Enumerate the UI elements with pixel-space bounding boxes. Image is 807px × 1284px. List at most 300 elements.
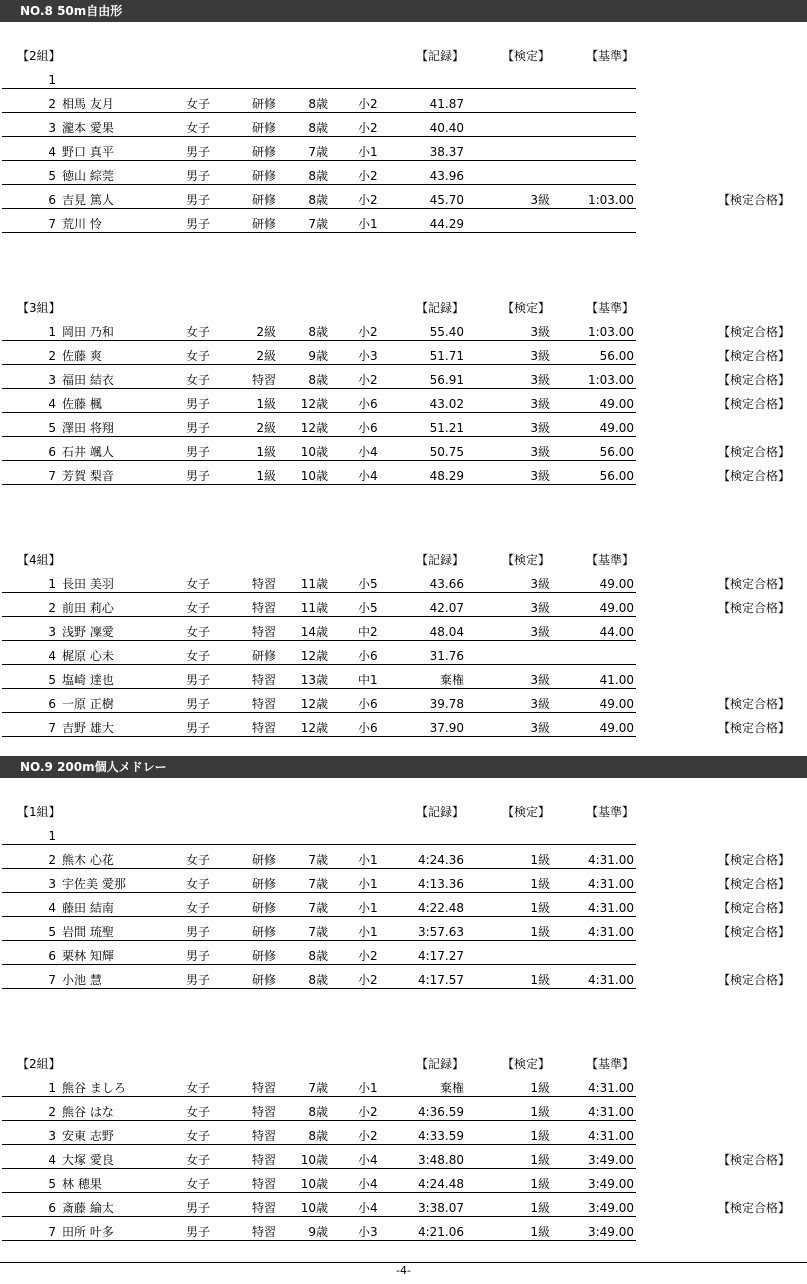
pass-badge: 【検定合格】 [717, 397, 790, 411]
record: 4:13.36 [417, 877, 464, 891]
record: 棄権 [439, 673, 464, 687]
swimmer-name: 長田 美羽 [62, 577, 114, 591]
school-grade: 小4 [358, 469, 378, 483]
school-grade: 小5 [358, 601, 378, 615]
swimmer-name: 田所 叶多 [62, 1225, 114, 1239]
table-row [0, 116, 807, 140]
swimmer-name: 梶原 心未 [62, 649, 114, 663]
swimmer-name: 佐藤 楓 [62, 397, 102, 411]
pass-badge: 【検定合格】 [717, 445, 790, 459]
record: 31.76 [429, 649, 464, 663]
lane-number: 6 [48, 949, 56, 963]
class: 特習 [251, 1225, 276, 1239]
swimmer-name: 福田 結衣 [62, 373, 114, 387]
class: 研修 [251, 121, 276, 135]
record: 51.71 [429, 349, 464, 363]
lane-number: 2 [48, 1105, 56, 1119]
school-grade: 小1 [358, 901, 378, 915]
pass-badge: 【検定合格】 [717, 349, 790, 363]
swimmer-name: 岡田 乃和 [62, 325, 114, 339]
table-row [0, 1076, 807, 1100]
level: 1級 [530, 1153, 550, 1167]
lane-number: 4 [48, 145, 56, 159]
column-header-standard: 【基準】 [586, 1057, 635, 1071]
age: 12歳 [300, 421, 328, 435]
table-row [0, 944, 807, 968]
standard: 44.00 [599, 625, 634, 639]
column-header-level: 【検定】 [502, 1057, 551, 1071]
table-row [0, 164, 807, 188]
class: 特習 [251, 697, 276, 711]
school-grade: 小1 [358, 925, 378, 939]
record: 50.75 [429, 445, 464, 459]
pass-badge: 【検定合格】 [717, 601, 790, 615]
level: 3級 [530, 193, 550, 207]
record: 3:57.63 [417, 925, 464, 939]
level: 1級 [530, 1105, 550, 1119]
age: 8歳 [308, 193, 328, 207]
table-row [0, 1100, 807, 1124]
school-grade: 小2 [358, 373, 378, 387]
school-grade: 小4 [358, 445, 378, 459]
swimmer-name: 野口 真平 [62, 145, 114, 159]
age: 12歳 [300, 697, 328, 711]
school-grade: 中2 [358, 625, 378, 639]
record: 4:17.27 [417, 949, 464, 963]
group-header [0, 548, 807, 572]
sex: 女子 [186, 325, 211, 339]
level: 1級 [530, 877, 550, 891]
pass-badge: 【検定合格】 [717, 469, 790, 483]
column-header-standard: 【基準】 [586, 805, 635, 819]
pass-badge: 【検定合格】 [717, 577, 790, 591]
table-row [0, 716, 807, 740]
level: 3級 [530, 697, 550, 711]
pass-badge: 【検定合格】 [717, 877, 790, 891]
lane-number: 6 [48, 1201, 56, 1215]
school-grade: 小2 [358, 949, 378, 963]
lane-number: 7 [48, 469, 56, 483]
class: 1級 [256, 469, 276, 483]
sex: 男子 [186, 145, 211, 159]
record: 棄権 [439, 1081, 464, 1095]
age: 12歳 [300, 397, 328, 411]
swimmer-name: 徳山 綜莞 [62, 169, 114, 183]
school-grade: 小4 [358, 1201, 378, 1215]
age: 8歳 [308, 325, 328, 339]
pass-badge: 【検定合格】 [717, 973, 790, 987]
record: 40.40 [429, 121, 464, 135]
swimmer-name: 佐藤 爽 [62, 349, 102, 363]
standard: 3:49.00 [587, 1225, 634, 1239]
sex: 男子 [186, 217, 211, 231]
class: 特習 [251, 1201, 276, 1215]
sex: 女子 [186, 601, 211, 615]
table-row [0, 1148, 807, 1172]
table-row [0, 824, 807, 848]
pass-badge: 【検定合格】 [717, 721, 790, 735]
age: 14歳 [300, 625, 328, 639]
pass-badge: 【検定合格】 [717, 1153, 790, 1167]
table-row [0, 620, 807, 644]
sex: 男子 [186, 1225, 211, 1239]
lane-number: 1 [48, 73, 56, 87]
lane-number: 3 [48, 625, 56, 639]
record: 38.37 [429, 145, 464, 159]
age: 8歳 [308, 1105, 328, 1119]
school-grade: 小6 [358, 721, 378, 735]
table-row [0, 1196, 807, 1220]
school-grade: 小1 [358, 145, 378, 159]
record: 43.66 [429, 577, 464, 591]
lane-number: 3 [48, 121, 56, 135]
age: 8歳 [308, 1129, 328, 1143]
class: 特習 [251, 721, 276, 735]
table-row [0, 872, 807, 896]
level: 3級 [530, 325, 550, 339]
standard: 49.00 [599, 697, 634, 711]
age: 8歳 [308, 973, 328, 987]
class: 特習 [251, 601, 276, 615]
group-label: 【2組】 [17, 1057, 61, 1071]
swimmer-name: 吉野 雄大 [62, 721, 114, 735]
pass-badge: 【検定合格】 [717, 853, 790, 867]
class: 特習 [251, 1129, 276, 1143]
level: 3級 [530, 445, 550, 459]
school-grade: 小1 [358, 1081, 378, 1095]
sex: 女子 [186, 625, 211, 639]
column-header-record: 【記録】 [416, 49, 465, 63]
pass-badge: 【検定合格】 [717, 373, 790, 387]
sex: 男子 [186, 169, 211, 183]
table-row [0, 464, 807, 488]
standard: 56.00 [599, 445, 634, 459]
standard: 49.00 [599, 421, 634, 435]
table-row [0, 668, 807, 692]
swimmer-name: 安東 志野 [62, 1129, 114, 1143]
level: 1級 [530, 925, 550, 939]
age: 9歳 [308, 349, 328, 363]
swimmer-name: 熊谷 ましろ [62, 1081, 126, 1095]
lane-number: 5 [48, 1177, 56, 1191]
table-row [0, 968, 807, 992]
level: 1級 [530, 1177, 550, 1191]
age: 10歳 [300, 445, 328, 459]
sex: 男子 [186, 721, 211, 735]
standard: 49.00 [599, 397, 634, 411]
table-row [0, 1172, 807, 1196]
standard: 4:31.00 [587, 877, 634, 891]
standard: 56.00 [599, 349, 634, 363]
school-grade: 中1 [358, 673, 378, 687]
lane-number: 4 [48, 901, 56, 915]
table-row [0, 920, 807, 944]
table-row [0, 1220, 807, 1244]
sex: 男子 [186, 421, 211, 435]
class: 研修 [251, 145, 276, 159]
table-row [0, 392, 807, 416]
sex: 男子 [186, 193, 211, 207]
level: 1級 [530, 901, 550, 915]
level: 3級 [530, 397, 550, 411]
lane-number: 5 [48, 925, 56, 939]
level: 3級 [530, 421, 550, 435]
standard: 49.00 [599, 577, 634, 591]
lane-number: 2 [48, 349, 56, 363]
class: 特習 [251, 1153, 276, 1167]
lane-number: 1 [48, 829, 56, 843]
event-header: NO.8 50m自由形 [0, 0, 807, 22]
age: 7歳 [308, 901, 328, 915]
record: 4:17.57 [417, 973, 464, 987]
swimmer-name: 浅野 凜愛 [62, 625, 114, 639]
sex: 男子 [186, 973, 211, 987]
swimmer-name: 石井 颯人 [62, 445, 114, 459]
sex: 男子 [186, 673, 211, 687]
age: 10歳 [300, 469, 328, 483]
age: 11歳 [300, 577, 328, 591]
class: 研修 [251, 925, 276, 939]
swimmer-name: 前田 莉心 [62, 601, 114, 615]
record: 42.07 [429, 601, 464, 615]
table-row [0, 368, 807, 392]
table-row [0, 896, 807, 920]
lane-number: 2 [48, 853, 56, 867]
column-header-level: 【検定】 [502, 301, 551, 315]
standard: 56.00 [599, 469, 634, 483]
sex: 男子 [186, 397, 211, 411]
level: 1級 [530, 973, 550, 987]
lane-number: 6 [48, 445, 56, 459]
school-grade: 小3 [358, 1225, 378, 1239]
group-label: 【1組】 [17, 805, 61, 819]
sex: 女子 [186, 1177, 211, 1191]
level: 3級 [530, 373, 550, 387]
heat-group [0, 1052, 807, 1244]
age: 10歳 [300, 1201, 328, 1215]
age: 8歳 [308, 121, 328, 135]
standard: 41.00 [599, 673, 634, 687]
class: 特習 [251, 625, 276, 639]
school-grade: 小6 [358, 649, 378, 663]
record: 56.91 [429, 373, 464, 387]
class: 特習 [251, 577, 276, 591]
record: 43.02 [429, 397, 464, 411]
class: 研修 [251, 169, 276, 183]
sex: 女子 [186, 349, 211, 363]
age: 10歳 [300, 1177, 328, 1191]
class: 特習 [251, 1177, 276, 1191]
age: 11歳 [300, 601, 328, 615]
standard: 4:31.00 [587, 1081, 634, 1095]
group-label: 【3組】 [17, 301, 61, 315]
table-row [0, 596, 807, 620]
lane-number: 5 [48, 421, 56, 435]
age: 10歳 [300, 1153, 328, 1167]
class: 研修 [251, 193, 276, 207]
record: 48.29 [429, 469, 464, 483]
standard: 4:31.00 [587, 901, 634, 915]
standard: 4:31.00 [587, 1129, 634, 1143]
column-header-standard: 【基準】 [586, 301, 635, 315]
column-header-standard: 【基準】 [586, 49, 635, 63]
standard: 1:03.00 [587, 193, 634, 207]
pass-badge: 【検定合格】 [717, 193, 790, 207]
class: 2級 [256, 349, 276, 363]
class: 1級 [256, 445, 276, 459]
school-grade: 小4 [358, 1177, 378, 1191]
sex: 女子 [186, 901, 211, 915]
record: 55.40 [429, 325, 464, 339]
record: 4:24.48 [417, 1177, 464, 1191]
sex: 男子 [186, 469, 211, 483]
level: 1級 [530, 1201, 550, 1215]
table-row [0, 92, 807, 116]
level: 1級 [530, 1225, 550, 1239]
heat-group [0, 296, 807, 488]
swimmer-name: 熊谷 はな [62, 1105, 114, 1119]
level: 3級 [530, 349, 550, 363]
sex: 女子 [186, 97, 211, 111]
lane-number: 4 [48, 1153, 56, 1167]
level: 1級 [530, 853, 550, 867]
pass-badge: 【検定合格】 [717, 925, 790, 939]
class: 研修 [251, 877, 276, 891]
swimmer-name: 塩崎 達也 [62, 673, 114, 687]
school-grade: 小2 [358, 325, 378, 339]
class: 2級 [256, 325, 276, 339]
school-grade: 小2 [358, 973, 378, 987]
age: 12歳 [300, 721, 328, 735]
standard: 1:03.00 [587, 325, 634, 339]
age: 7歳 [308, 145, 328, 159]
record: 45.70 [429, 193, 464, 207]
school-grade: 小2 [358, 193, 378, 207]
group-header [0, 296, 807, 320]
table-row [0, 68, 807, 92]
standard: 3:49.00 [587, 1153, 634, 1167]
sex: 女子 [186, 1129, 211, 1143]
class: 特習 [251, 373, 276, 387]
sex: 女子 [186, 853, 211, 867]
school-grade: 小6 [358, 421, 378, 435]
lane-number: 3 [48, 877, 56, 891]
swimmer-name: 小池 慧 [62, 973, 102, 987]
age: 7歳 [308, 877, 328, 891]
sex: 男子 [186, 1201, 211, 1215]
standard: 49.00 [599, 601, 634, 615]
lane-number: 5 [48, 169, 56, 183]
swimmer-name: 岩間 琉聖 [62, 925, 114, 939]
lane-number: 2 [48, 97, 56, 111]
standard: 49.00 [599, 721, 634, 735]
table-row [0, 344, 807, 368]
class: 1級 [256, 397, 276, 411]
table-row [0, 416, 807, 440]
level: 1級 [530, 1129, 550, 1143]
standard: 4:31.00 [587, 1105, 634, 1119]
pass-badge: 【検定合格】 [717, 697, 790, 711]
lane-number: 1 [48, 325, 56, 339]
level: 3級 [530, 469, 550, 483]
school-grade: 小2 [358, 1129, 378, 1143]
class: 特習 [251, 673, 276, 687]
age: 8歳 [308, 949, 328, 963]
school-grade: 小3 [358, 349, 378, 363]
school-grade: 小2 [358, 169, 378, 183]
record: 4:22.48 [417, 901, 464, 915]
level: 1級 [530, 1081, 550, 1095]
swimmer-name: 相馬 友月 [62, 97, 114, 111]
school-grade: 小1 [358, 853, 378, 867]
lane-number: 7 [48, 973, 56, 987]
standard: 1:03.00 [587, 373, 634, 387]
record: 4:36.59 [417, 1105, 464, 1119]
age: 9歳 [308, 1225, 328, 1239]
level: 3級 [530, 673, 550, 687]
record: 4:33.59 [417, 1129, 464, 1143]
lane-number: 4 [48, 397, 56, 411]
event-header: NO.9 200m個人メドレー [0, 756, 807, 778]
swimmer-name: 荒川 怜 [62, 217, 102, 231]
page-number: -4- [396, 1264, 411, 1277]
lane-number: 5 [48, 673, 56, 687]
standard: 4:31.00 [587, 973, 634, 987]
level: 3級 [530, 721, 550, 735]
column-header-level: 【検定】 [502, 805, 551, 819]
age: 7歳 [308, 853, 328, 867]
record: 37.90 [429, 721, 464, 735]
class: 特習 [251, 1081, 276, 1095]
sex: 女子 [186, 649, 211, 663]
lane-number: 6 [48, 697, 56, 711]
record: 48.04 [429, 625, 464, 639]
sex: 男子 [186, 697, 211, 711]
swimmer-name: 澤田 将翔 [62, 421, 114, 435]
age: 12歳 [300, 649, 328, 663]
heat-group [0, 800, 807, 992]
class: 研修 [251, 949, 276, 963]
level: 3級 [530, 625, 550, 639]
swimmer-name: 瀧本 愛果 [62, 121, 114, 135]
standard: 4:31.00 [587, 925, 634, 939]
sex: 女子 [186, 121, 211, 135]
standard: 3:49.00 [587, 1201, 634, 1215]
standard: 3:49.00 [587, 1177, 634, 1191]
group-header [0, 44, 807, 68]
record: 44.29 [429, 217, 464, 231]
standard: 4:31.00 [587, 853, 634, 867]
sex: 女子 [186, 1153, 211, 1167]
lane-number: 7 [48, 217, 56, 231]
swimmer-name: 大塚 愛良 [62, 1153, 114, 1167]
swimmer-name: 林 穂果 [62, 1177, 102, 1191]
table-row [0, 644, 807, 668]
lane-number: 1 [48, 577, 56, 591]
swimmer-name: 斎藤 綸太 [62, 1201, 114, 1215]
column-header-standard: 【基準】 [586, 553, 635, 567]
class: 研修 [251, 853, 276, 867]
sex: 女子 [186, 1081, 211, 1095]
level: 3級 [530, 577, 550, 591]
heat-group [0, 44, 807, 236]
level: 3級 [530, 601, 550, 615]
table-row [0, 440, 807, 464]
lane-number: 6 [48, 193, 56, 207]
school-grade: 小1 [358, 217, 378, 231]
school-grade: 小2 [358, 97, 378, 111]
pass-badge: 【検定合格】 [717, 325, 790, 339]
